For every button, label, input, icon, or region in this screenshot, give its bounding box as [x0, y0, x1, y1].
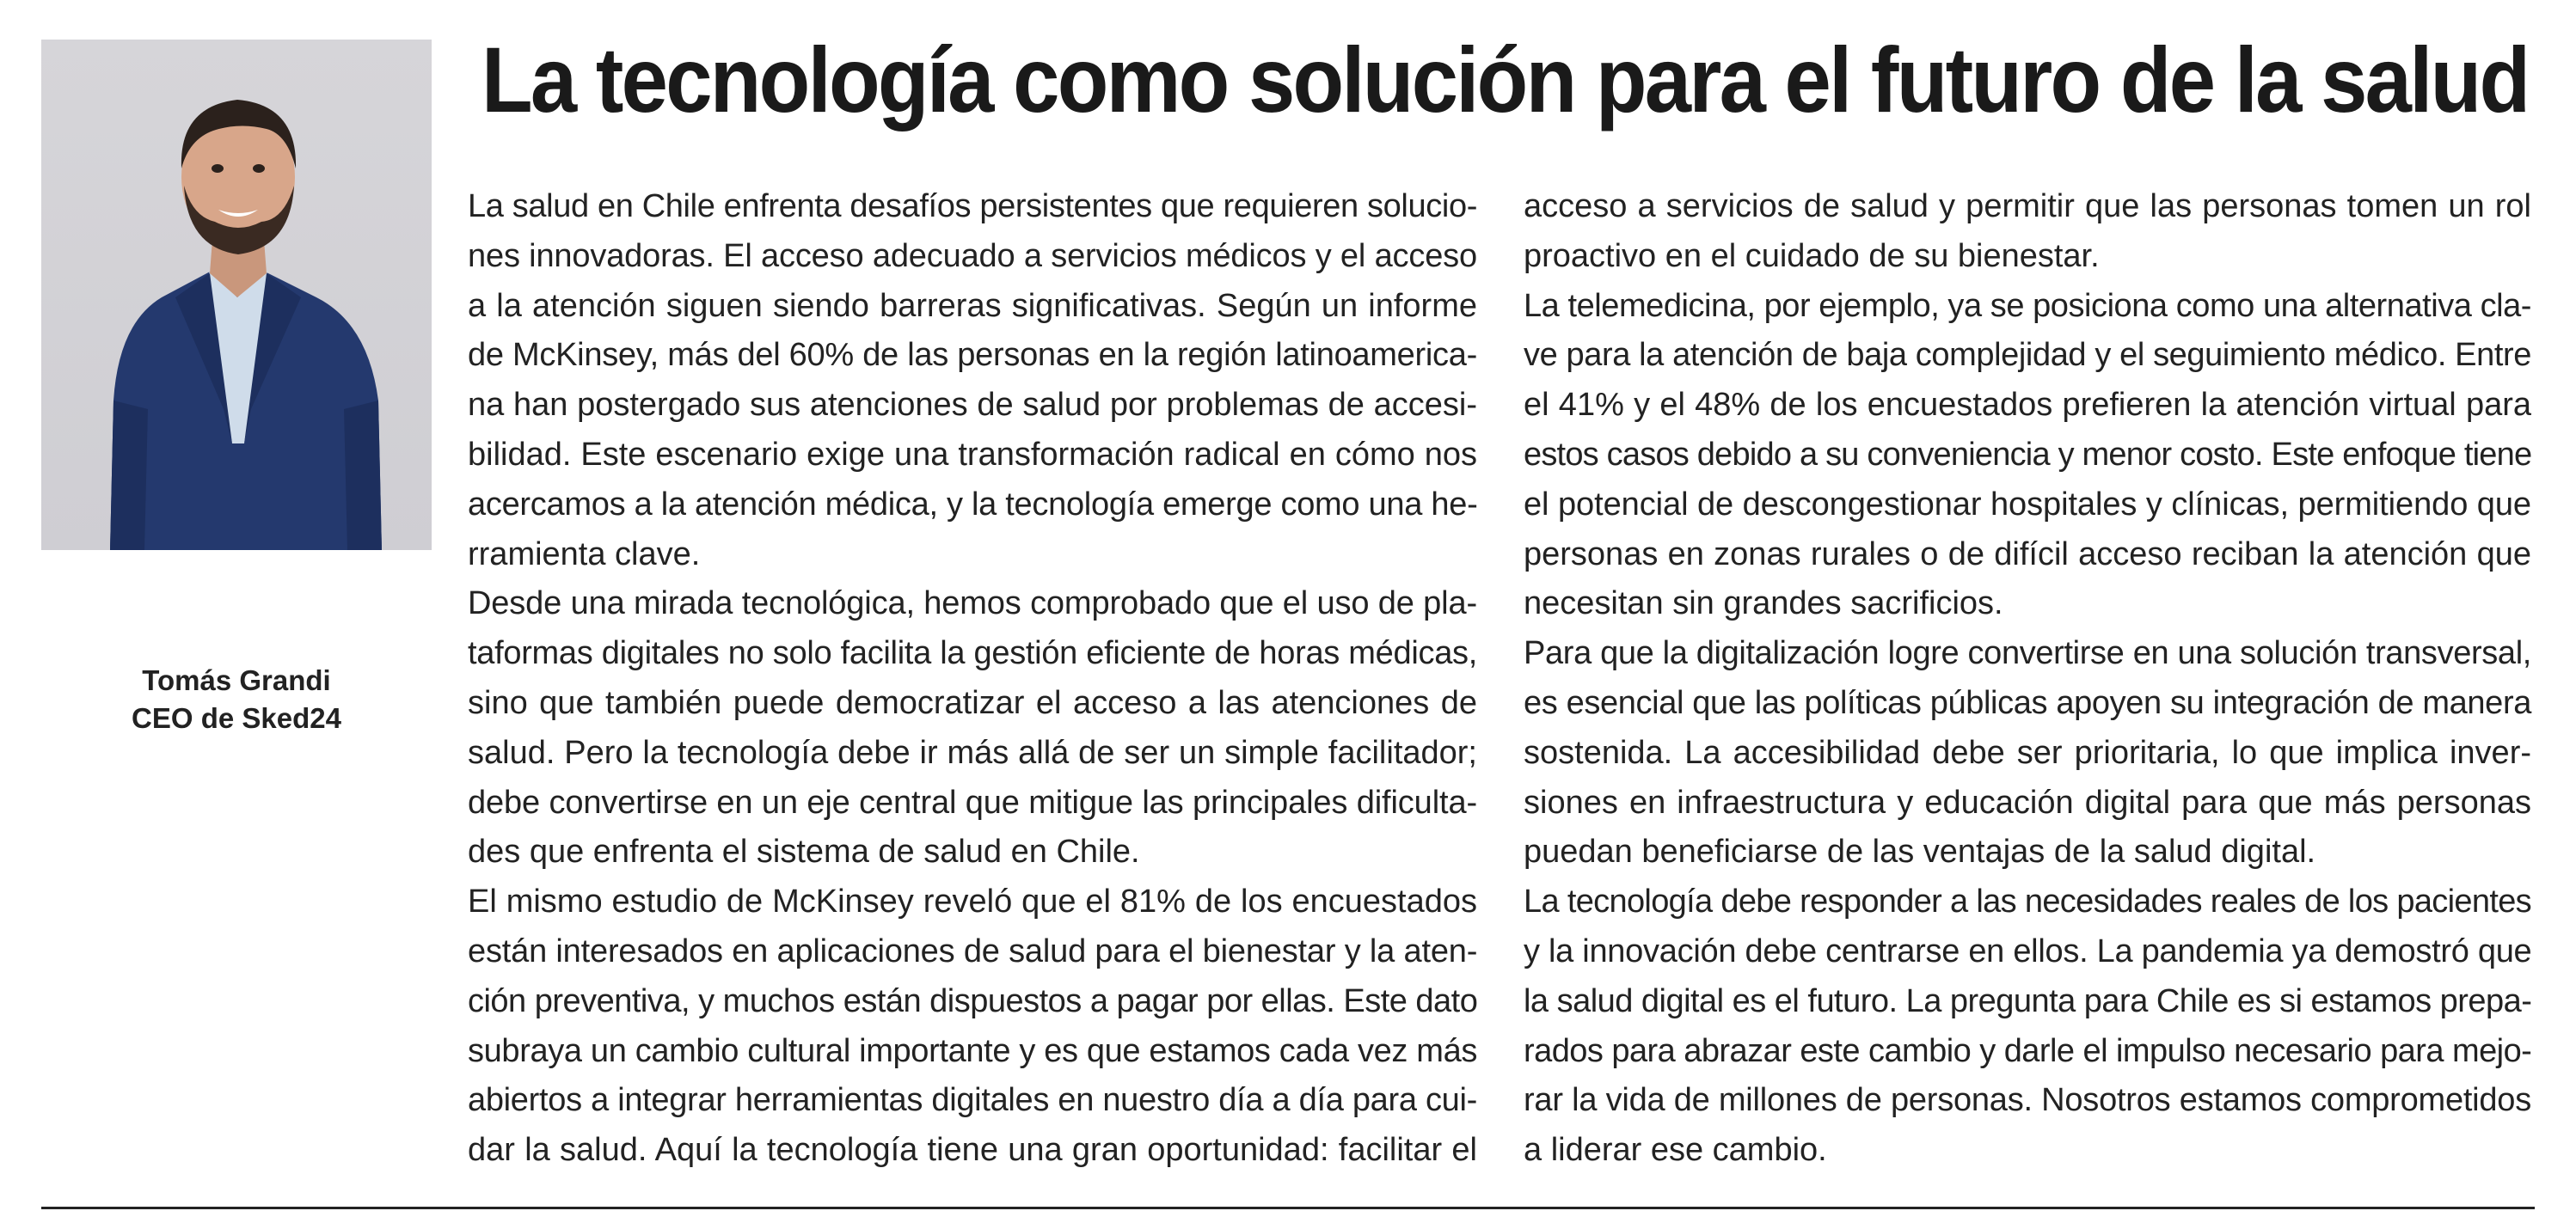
text-line: de McKinsey, más del 60% de las personas en la región latinoamerica- [468, 337, 1477, 374]
author-name: Tomás Grandi [142, 664, 331, 696]
text-line: ve para la atención de baja complejidad y el seguimiento médico. Entre [1524, 337, 2531, 374]
text-line: abiertos a integrar herramientas digitales en nuestro día a día para cui- [468, 1082, 1477, 1119]
article-headline: La tecnología como solución para el futuro de la salud [481, 28, 2529, 131]
text-line: la salud digital es el futuro. La pregunta para Chile es si estamos prepa- [1524, 982, 2532, 1019]
text-line: puedan beneficiarse de las ventajas de la salud digital. [1524, 834, 2316, 871]
text-line: sostenida. La accesibilidad debe ser prioritaria, lo que implica inver- [1524, 734, 2531, 771]
text-line: acercamos a la atención médica, y la tecnología emerge como una he- [468, 486, 1478, 523]
text-line: taformas digitales no solo facilita la gestión eficiente de horas médicas, [468, 635, 1477, 672]
text-line: estos casos debido a su conveniencia y menor costo. Este enfoque tiene [1524, 436, 2532, 473]
text-line: rramienta clave. [468, 535, 701, 572]
text-line: el 41% y el 48% de los encuestados prefieren la atención virtual para [1524, 387, 2531, 424]
text-line: el potencial de descongestionar hospitales y clínicas, permitiendo que [1524, 486, 2531, 523]
text-line: Desde una mirada tecnológica, hemos comprobado que el uso de pla- [468, 585, 1477, 622]
text-line: La telemedicina, por ejemplo, ya se posiciona como una alternativa cla- [1524, 287, 2531, 324]
text-line: debe convertirse en un eje central que mitigue las principales dificulta- [468, 784, 1477, 821]
text-line: rar la vida de millones de personas. Nosotros estamos comprometidos [1524, 1082, 2531, 1119]
text-line: están interesados en aplicaciones de salud para el bienestar y la aten- [468, 933, 1478, 969]
text-line: personas en zonas rurales o de difícil acceso reciban la atención que [1524, 535, 2531, 572]
bottom-rule [41, 1207, 2535, 1209]
author-caption [52, 662, 421, 737]
text-line: sino que también puede democratizar el acceso a las atenciones de [468, 684, 1477, 721]
text-line: y la innovación debe centrarse en ellos. La pandemia ya demostró que [1524, 933, 2532, 969]
text-line: nes innovadoras. El acceso adecuado a servicios médicos y el acceso [468, 237, 1477, 274]
author-role: CEO de Sked24 [132, 702, 341, 734]
text-line: salud. Pero la tecnología debe ir más allá de ser un simple facilitador; [468, 734, 1477, 771]
text-line: subraya un cambio cultural importante y es que estamos cada vez más [468, 1032, 1477, 1069]
text-line: Para que la digitalización logre convertirse en una solución transversal, [1524, 635, 2531, 672]
text-line: proactivo en el cuidado de su bienestar. [1524, 237, 2100, 274]
article-column-1 [468, 182, 1477, 1176]
text-line: El mismo estudio de McKinsey reveló que el 81% de los encuestados [468, 884, 1477, 920]
text-line: dar la salud. Aquí la tecnología tiene una gran oportunidad: facilitar el [468, 1132, 1477, 1169]
text-line: La tecnología debe responder a las necesidades reales de los pacientes [1524, 884, 2531, 920]
text-line: siones en infraestructura y educación digital para que más personas [1524, 784, 2531, 821]
text-line: na han postergado sus atenciones de salud por problemas de accesi- [468, 387, 1477, 424]
text-line: acceso a servicios de salud y permitir que las personas tomen un rol [1524, 188, 2531, 224]
author-photo [41, 40, 432, 550]
text-line: necesitan sin grandes sacrificios. [1524, 585, 2003, 622]
text-line: ción preventiva, y muchos están dispuestos a pagar por ellas. Este dato [468, 982, 1478, 1019]
text-line: La salud en Chile enfrenta desafíos persistentes que requieren solucio- [468, 188, 1477, 224]
text-line: bilidad. Este escenario exige una transformación radical en cómo nos [468, 436, 1477, 473]
text-line: a la atención siguen siendo barreras significativas. Según un informe [468, 287, 1477, 324]
text-line: a liderar ese cambio. [1524, 1132, 1827, 1169]
text-line: rados para abrazar este cambio y darle el impulso necesario para mejo- [1524, 1032, 2532, 1069]
article-column-2 [1524, 182, 2531, 1176]
text-line: des que enfrenta el sistema de salud en Chile. [468, 834, 1140, 871]
text-line: es esencial que las políticas públicas apoyen su integración de manera [1524, 684, 2531, 721]
